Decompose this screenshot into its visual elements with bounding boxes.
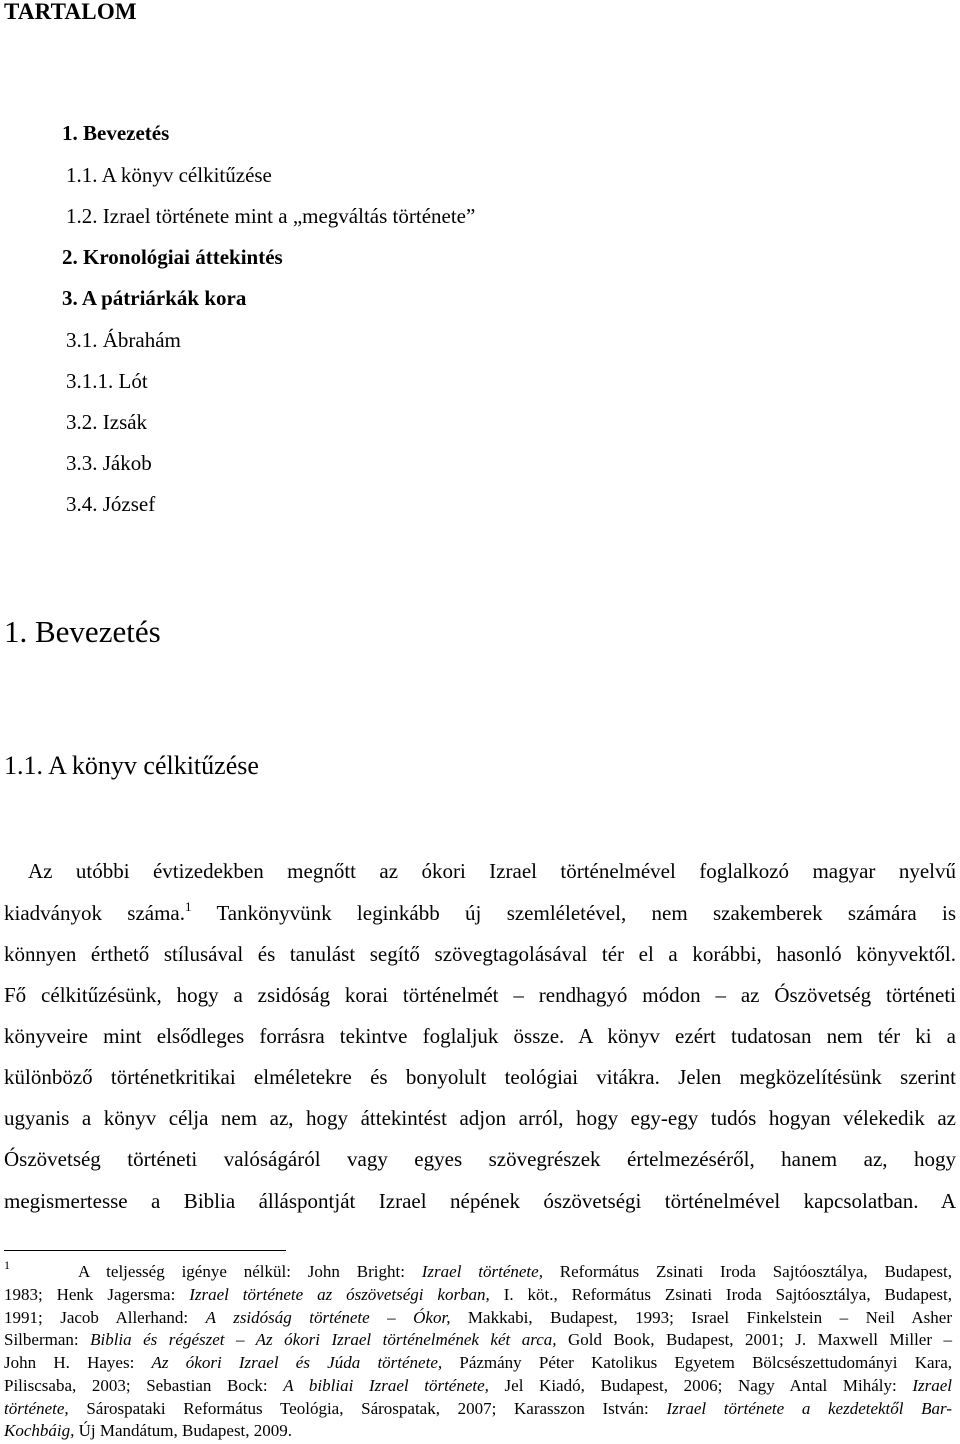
toc-item: 3. A pátriárkák kora [62, 286, 247, 310]
footnote-title: története, [4, 1399, 69, 1418]
toc-item: 3.2. Izsák [66, 410, 148, 434]
toc-title: TARTALOM [4, 0, 137, 24]
footnote-title: Izrael [912, 1376, 952, 1395]
footnote-text: Sárospataki Református Teológia, Sárospatak, 2007; Karasszon István: [68, 1399, 667, 1418]
body-line: Fő célkitűzésünk, hogy a zsidóság korai történelmét – rendhagyó módon – az Ószövetség történeti [4, 983, 956, 1007]
footnote-text: John H. Hayes: [4, 1353, 152, 1372]
footnote-title: Az ókori Izrael és Júda története, [151, 1353, 443, 1372]
footnote-text: I. köt., Református Zsinati Iroda Sajtóosztálya, Budapest, [489, 1285, 952, 1304]
footnote-text: Makkabi, Budapest, 1993; Israel Finkelstein – Neil Asher [450, 1308, 952, 1327]
footnote-number: 1 [4, 1258, 10, 1272]
subsection-heading: 1.1. A könyv célkitűzése [4, 751, 259, 780]
body-text: kiadványok száma. [4, 901, 186, 925]
footnote-text: Jel Kiadó, Budapest, 2006; Nagy Antal Mihály: [488, 1376, 913, 1395]
footnote-title: Izrael története, [421, 1262, 543, 1281]
footnote-text: A teljesség igénye nélkül: John Bright: [78, 1262, 422, 1281]
footnote-line [4, 1353, 952, 1373]
footnote-title: Izrael története az ószövetségi korban, [189, 1285, 490, 1304]
footnote-title: A zsidóság története – Ókor, [205, 1308, 451, 1327]
body-line: ugyanis a könyv célja nem az, hogy áttekintést adjon arról, hogy egy-egy tudós hogyan vélekedik az [4, 1106, 956, 1130]
footnote-title: Izrael története a kezdetektől Bar- [666, 1399, 952, 1418]
section-heading: 1. Bevezetés [4, 614, 161, 649]
toc-item: 1.2. Izrael története mint a „megváltás története” [66, 204, 476, 228]
footnote-text: Új Mandátum, Budapest, 2009. [74, 1421, 293, 1440]
toc-item: 3.1. Ábrahám [66, 328, 181, 352]
toc-item: 3.4. József [66, 492, 156, 516]
body-line: különböző történetkritikai elméletekre és bonyolult teológiai vitákra. Jelen megközelítésünk szerint [4, 1065, 956, 1089]
toc-item: 1.1. A könyv célkitűzése [66, 163, 272, 187]
footnote-text: Piliscsaba, 2003; Sebastian Bock: [4, 1376, 284, 1395]
footnote-line [4, 1376, 952, 1396]
footnote-line [4, 1421, 952, 1441]
footnote-text: 1983; Henk Jagersma: [4, 1285, 190, 1304]
footnote-title: Biblia és régészet – Az ókori Izrael történelmének két arca, [90, 1330, 557, 1349]
footnote-line [4, 1330, 952, 1350]
body-text: Tankönyvünk leginkább új szemléletével, nem szakemberek számára is [191, 901, 956, 925]
footnote-line [78, 1262, 952, 1282]
body-line: könnyen érthető stílusával és tanulást segítő szövegtagolásával tér el a korábbi, hasonló könyvektől. [4, 942, 956, 966]
body-line: Az utóbbi évtizedekben megnőtt az ókori Izrael történelmével foglalkozó magyar nyelvű [28, 859, 956, 883]
footnote-line [4, 1399, 952, 1419]
body-line [4, 901, 956, 926]
toc-item: 3.1.1. Lót [66, 369, 148, 393]
footnote-reference: 1 [185, 899, 192, 914]
toc-item: 1. Bevezetés [62, 121, 170, 145]
toc-item: 2. Kronológiai áttekintés [62, 245, 283, 269]
footnote-text: Református Zsinati Iroda Sajtóosztálya, Budapest, [542, 1262, 952, 1281]
footnote-text: Pázmány Péter Katolikus Egyetem Bölcsészettudományi Kara, [442, 1353, 952, 1372]
footnote-text: 1991; Jacob Allerhand: [4, 1308, 206, 1327]
footnote-title: A bibliai Izrael története, [283, 1376, 489, 1395]
footnote-separator [4, 1250, 286, 1251]
footnote-text: Silberman: [4, 1330, 91, 1349]
footnote-title: Kochbáig, [4, 1421, 75, 1440]
footnote-line [4, 1285, 952, 1305]
body-line: Ószövetség történeti valóságáról vagy egyes szövegrészek értelmezéséről, hanem az, hogy [4, 1147, 956, 1171]
footnote-text: Gold Book, Budapest, 2001; J. Maxwell Miller – [556, 1330, 952, 1349]
footnote-line [4, 1308, 952, 1328]
toc-item: 3.3. Jákob [66, 451, 152, 475]
body-line: megismertesse a Biblia álláspontját Izrael népének ószövetségi történelmével kapcsolatban. A [4, 1189, 956, 1213]
body-line: könyveire mint elsődleges forrásra tekintve foglaljuk össze. A könyv ezért tudatosan nem tér ki a [4, 1024, 956, 1048]
